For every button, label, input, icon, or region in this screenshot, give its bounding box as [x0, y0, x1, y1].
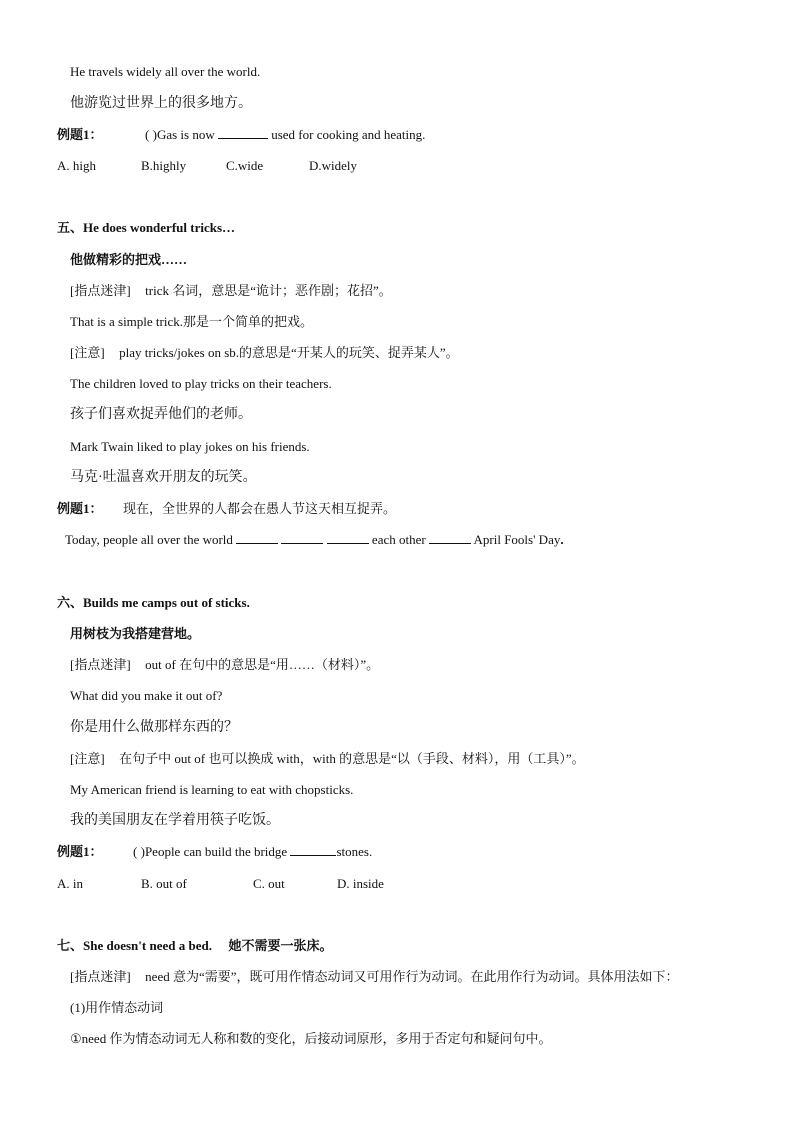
exercise-line	[57, 843, 372, 861]
exercise-text: each other	[371, 532, 426, 547]
exercise-en-line	[65, 531, 564, 549]
option-c[interactable]: C. out	[253, 876, 285, 891]
example-sentence-en: The children loved to play tricks on their teachers.	[70, 376, 332, 391]
example-sentence-zh: 我的美国朋友在学着用筷子吃饭。	[70, 813, 280, 828]
tip-text: out of 在句中的意思是“用……（材料）”。	[145, 657, 380, 672]
section-heading	[57, 937, 332, 955]
tip-tag: [指点迷津]	[70, 657, 131, 672]
answer-paren: ( )	[145, 127, 157, 142]
section-heading: 五、He does wonderful tricks…	[57, 220, 236, 235]
tip-line	[70, 968, 679, 986]
exercise-text: April Fools' Day	[473, 532, 561, 547]
option-d[interactable]: D. inside	[337, 876, 384, 891]
exercise-label: 例题1：	[57, 127, 103, 142]
tip-tag: [指点迷津]	[70, 969, 131, 984]
rule-item: ①need 作为情态动词无人称和数的变化，后接动词原形，多用于否定句和疑问句中。	[70, 1031, 552, 1046]
example-sentence-zh: 孩子们喜欢捉弄他们的老师。	[70, 407, 252, 422]
section-heading-en: 七、She doesn't need a bed.	[57, 938, 212, 953]
exercise-line	[57, 126, 425, 144]
exercise-line	[57, 500, 396, 518]
fill-blank[interactable]	[290, 843, 336, 856]
exercise-text: .	[560, 532, 564, 547]
option-b[interactable]: B. out of	[141, 876, 187, 891]
exercise-text: Gas is now	[156, 127, 215, 142]
options-row	[57, 157, 357, 175]
note-line	[70, 344, 459, 362]
sub-heading: (1)用作情态动词	[70, 1000, 164, 1015]
exercise-label: 例题1：	[57, 844, 103, 859]
option-c[interactable]: C.wide	[226, 158, 264, 173]
option-d[interactable]: D.widely	[309, 158, 358, 173]
option-b[interactable]: B.highly	[141, 158, 187, 173]
note-text: play tricks/jokes on sb.的意思是“开某人的玩笑、捉弄某人”。	[119, 345, 459, 360]
tip-line	[70, 656, 379, 674]
answer-paren: ( )	[133, 844, 145, 859]
example-sentence-en: Mark Twain liked to play jokes on his friends.	[70, 439, 310, 454]
fill-blank[interactable]	[327, 531, 369, 544]
example-sentence-en: What did you make it out of?	[70, 688, 223, 703]
section-heading-zh: 她不需要一张床。	[228, 938, 333, 953]
tip-text: need 意为“需要”，既可用作情态动词又可用作行为动词。在此用作行为动词。具体用法如下：	[145, 969, 679, 984]
fill-blank[interactable]	[429, 531, 471, 544]
option-a[interactable]: A. in	[57, 876, 83, 891]
exercise-label: 例题1：	[57, 501, 103, 516]
tip-tag: [指点迷津]	[70, 283, 131, 298]
exercise-text: Today, people all over the world	[65, 532, 233, 547]
fill-blank[interactable]	[218, 126, 268, 139]
exercise-text: used for cooking and heating.	[271, 127, 426, 142]
fill-blank[interactable]	[236, 531, 278, 544]
note-text: 在句子中 out of 也可以换成 with，with 的意思是“以（手段、材料），用（工具）”。	[119, 751, 585, 766]
example-sentence: That is a simple trick.那是一个简单的把戏。	[70, 314, 314, 329]
example-sentence-en: He travels widely all over the world.	[70, 64, 261, 79]
example-sentence-zh: 他游览过世界上的很多地方。	[70, 96, 252, 111]
exercise-text: 现在，全世界的人都会在愚人节这天相互捉弄。	[123, 501, 397, 516]
note-tag: [注意]	[70, 345, 105, 360]
section-heading-zh: 用树枝为我搭建营地。	[70, 626, 201, 641]
fill-blank[interactable]	[281, 531, 323, 544]
note-tag: [注意]	[70, 751, 105, 766]
exercise-text: stones.	[336, 844, 373, 859]
exercise-text: People can build the bridge	[144, 844, 288, 859]
option-a[interactable]: A. high	[57, 158, 96, 173]
tip-text: trick 名词，意思是“诡计；恶作剧；花招”。	[145, 283, 392, 298]
section-heading: 六、Builds me camps out of sticks.	[57, 595, 250, 610]
tip-line	[70, 282, 392, 300]
options-row	[57, 875, 384, 893]
example-sentence-zh: 马克·吐温喜欢开朋友的玩笑。	[70, 470, 257, 485]
section-heading-zh: 他做精彩的把戏……	[70, 252, 188, 267]
note-line	[70, 750, 585, 768]
example-sentence-en: My American friend is learning to eat with chopsticks.	[70, 782, 354, 797]
example-sentence-zh: 你是用什么做那样东西的？	[70, 720, 238, 735]
